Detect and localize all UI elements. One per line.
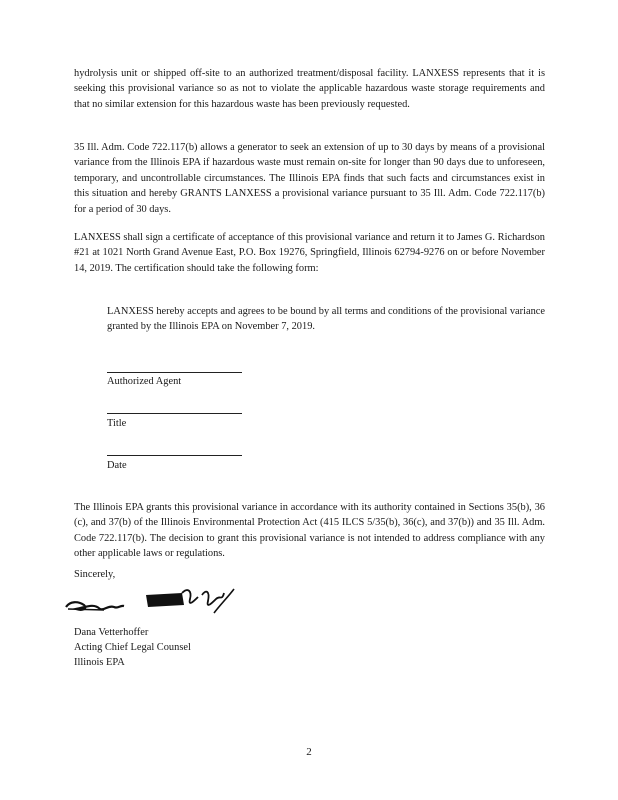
- closing-salutation: Sincerely,: [74, 569, 116, 580]
- handwritten-signature: [64, 583, 244, 623]
- signatory-name: Dana Vetterhoffer: [74, 627, 149, 638]
- paragraph-authority: The Illinois EPA grants this provisional variance in accordance with its authority contained in Sections 35(b), 36 (c), and 37(b) of the Illinois Environmental Protection Act (415 ILCS 5/35(b), 36(c), and 37(b)) and 35 Ill. Adm. Code 722.117(b). The decision to grant this provisional variance is not intended to address compliance with any other applicable laws or regulations.: [74, 502, 545, 560]
- date-label: Date: [107, 460, 127, 471]
- title-label: Title: [107, 418, 127, 429]
- paragraph-continuation: hydrolysis unit or shipped off-site to an authorized treatment/disposal facility. LANXESS represents that it is seeking this provisional variance so as not to violate the applicable hazardous waste storage requirements and that no similar extension for this hazardous waste has been previously requested.: [74, 68, 545, 110]
- signatory-organization: Illinois EPA: [74, 657, 125, 668]
- signatory-position: Acting Chief Legal Counsel: [74, 642, 191, 653]
- paragraph-certificate: LANXESS shall sign a certificate of acceptance of this provisional variance and return it to James G. Richardson #21 at 1021 North Grand Avenue East, P.O. Box 19276, Springfield, Illinois 62794-9276 on or before November 14, 2019. The certification should take the following form:: [74, 232, 545, 274]
- page-number: 2: [306, 746, 312, 758]
- title-signature-line: [107, 413, 242, 414]
- authorized-agent-label: Authorized Agent: [107, 376, 182, 387]
- date-signature-line: [107, 455, 242, 456]
- agent-signature-line: [107, 372, 242, 373]
- acceptance-statement: LANXESS hereby accepts and agrees to be bound by all terms and conditions of the provisional variance granted by the Illinois EPA on November 7, 2019.: [107, 306, 546, 333]
- paragraph-regulation: 35 Ill. Adm. Code 722.117(b) allows a generator to seek an extension of up to 30 days by means of a provisional variance from the Illinois EPA if hazardous waste must remain on-site for longer than 90 days due to unforeseen, temporary, and uncontrollable circumstances. The Illinois EPA finds that such facts and circumstances exist in this situation and hereby GRANTS LANXESS a provisional variance pursuant to 35 Ill. Adm. Code 722.117(b) for a period of 30 days.: [74, 142, 545, 215]
